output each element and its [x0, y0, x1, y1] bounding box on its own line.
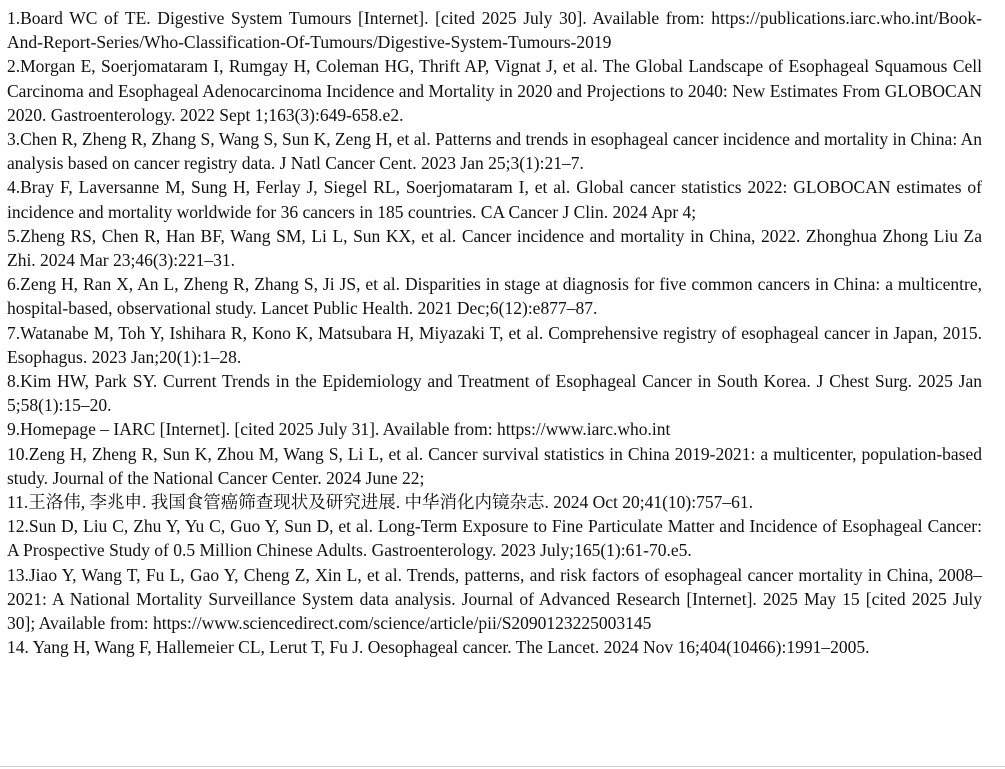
- reference-item-4: 4.Bray F, Laversanne M, Sung H, Ferlay J, Siegel RL, Soerjomataram I, et al. Global cancer statistics 2022: GLOBOCAN estimates of incidence and mortality worldwide for 36 cancers in 185 countries. CA Cancer J Clin. 2024 Apr 4;: [7, 177, 982, 222]
- reference-item-12: 12.Sun D, Liu C, Zhu Y, Yu C, Guo Y, Sun D, et al. Long-Term Exposure to Fine Particulate Matter and Incidence of Esophageal Cancer: A Prospective Study of 0.5 Million Chinese Adults. Gastroenterology. 2023 July;165(1):61-70.e5.: [7, 516, 982, 561]
- reference-item-10: 10.Zeng H, Zheng R, Sun K, Zhou M, Wang S, Li L, et al. Cancer survival statistics in China 2019-2021: a multicenter, population-based study. Journal of the National Cancer Center. 2024 June 22;: [7, 443, 982, 488]
- reference-list: [7, 6, 982, 659]
- reference-item-8: 8.Kim HW, Park SY. Current Trends in the Epidemiology and Treatment of Esophageal Cancer in South Korea. J Chest Surg. 2025 Jan 5;58(1):15–20.: [7, 371, 982, 416]
- reference-item-7: 7.Watanabe M, Toh Y, Ishihara R, Kono K, Matsubara H, Miyazaki T, et al. Comprehensive registry of esophageal cancer in Japan, 2015. Esophagus. 2023 Jan;20(1):1–28.: [7, 322, 982, 367]
- reference-item-2: 2.Morgan E, Soerjomataram I, Rumgay H, Coleman HG, Thrift AP, Vignat J, et al. The Global Landscape of Esophageal Squamous Cell Carcinoma and Esophageal Adenocarcinoma Incidence and Mortality in 2020 and Projections to 2040: New Estimates From GLOBOCAN 2020. Gastroenterology. 2022 Sept 1;163(3):649-658.e2.: [7, 56, 982, 125]
- reference-item-9: 9.Homepage – IARC [Internet]. [cited 2025 July 31]. Available from: https://www.iarc.who.int: [7, 419, 671, 440]
- reference-item-11: 11.王洛伟, 李兆申. 我国食管癌筛查现状及研究进展. 中华消化内镜杂志. 2024 Oct 20;41(10):757–61.: [7, 492, 753, 513]
- reference-item-13: 13.Jiao Y, Wang T, Fu L, Gao Y, Cheng Z, Xin L, et al. Trends, patterns, and risk factors of esophageal cancer mortality in China, 2008–2021: A National Mortality Surveillance System data analysis. Journal of Advanced Research [Internet]. 2025 May 15 [cited 2025 July 30]; Available from: https://www.sciencedirect.com/science/article/pii/S2090123225003145: [7, 564, 982, 634]
- reference-item-1: 1.Board WC of TE. Digestive System Tumours [Internet]. [cited 2025 July 30]. Available from: https://publications.iarc.who.int/Book-And-Report-Series/Who-Classification-Of-Tumours/Digestive-System-Tumours-2019: [7, 8, 982, 53]
- reference-item-14: 14. Yang H, Wang F, Hallemeier CL, Lerut T, Fu J. Oesophageal cancer. The Lancet. 2024 Nov 16;404(10466):1991–2005.: [7, 637, 870, 658]
- reference-item-3: 3.Chen R, Zheng R, Zhang S, Wang S, Sun K, Zeng H, et al. Patterns and trends in esophageal cancer incidence and mortality in China: An analysis based on cancer registry data. J Natl Cancer Cent. 2023 Jan 25;3(1):21–7.: [7, 129, 982, 174]
- bottom-divider: [0, 766, 1005, 767]
- reference-item-5: 5.Zheng RS, Chen R, Han BF, Wang SM, Li L, Sun KX, et al. Cancer incidence and mortality in China, 2022. Zhonghua Zhong Liu Za Zhi. 2024 Mar 23;46(3):221–31.: [7, 225, 982, 271]
- reference-item-6: 6.Zeng H, Ran X, An L, Zheng R, Zhang S, Ji JS, et al. Disparities in stage at diagnosis for five common cancers in China: a multicentre, hospital-based, observational study. Lancet Public Health. 2021 Dec;6(12):e877–87.: [7, 274, 982, 319]
